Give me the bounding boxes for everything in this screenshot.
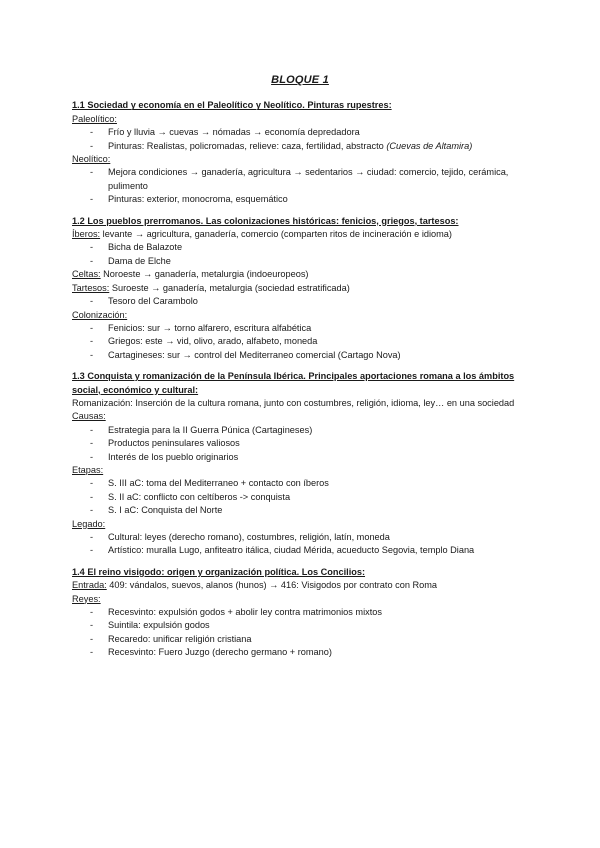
reyes-list [72, 606, 528, 660]
iberos-line [72, 228, 528, 241]
list-item: - Cartagineses: sur → control del Mediterraneo comercial (Cartago Nova) [72, 349, 528, 362]
list-item: - Dama de Elche [72, 255, 528, 268]
section-1-1 [72, 99, 528, 206]
section-heading: 1.3 Conquista y romanización de la Península Ibérica. Principales aportaciones romana a los ámbitos social, económico y cultural: [72, 371, 515, 395]
document-body [72, 74, 528, 660]
label-celtas: Celtas: [72, 269, 101, 280]
section-heading: 1.2 Los pueblos prerromanos. Las colonizaciones históricas: fenicios, griegos, tartesos: [72, 215, 459, 226]
etapas-list [72, 477, 528, 517]
subheading-causas: Causas: [72, 411, 106, 422]
list-item: - Cultural: leyes (derecho romano), costumbres, religión, latín, moneda [72, 531, 528, 544]
list-item: - Recesvinto: Fuero Juzgo (derecho germano + romano) [72, 646, 528, 659]
subheading-colonizacion: Colonización: [72, 309, 128, 320]
list-item: - Pinturas: exterior, monocroma, esquemático [72, 193, 528, 206]
subheading-legado: Legado: [72, 518, 106, 529]
subheading-etapas: Etapas: [72, 464, 104, 475]
italic-note: (Cuevas de Altamira) [386, 140, 473, 151]
section-heading: 1.4 El reino visigodo: origen y organización política. Los Concilios: [72, 566, 366, 577]
celtas-text: Noroeste → ganadería, metalurgia (indoeuropeos) [100, 269, 309, 280]
iberos-list [72, 241, 528, 268]
list-item: - Recesvinto: expulsión godos + abolir ley contra matrimonios mixtos [72, 606, 528, 619]
section-heading: 1.1 Sociedad y economía en el Paleolítico y Neolítico. Pinturas rupestres: [72, 100, 392, 111]
label-entrada: Entrada: [72, 580, 107, 591]
romanizacion-definition: Romanización: Inserción de la cultura romana, junto con costumbres, religión, idioma, ley… en una sociedad [72, 397, 515, 408]
subheading-reyes: Reyes: [72, 593, 101, 604]
list-item: - Recaredo: unificar religión cristiana [72, 633, 528, 646]
section-1-4 [72, 566, 528, 660]
paleolitico-list [72, 126, 528, 153]
list-item: - Productos peninsulares valiosos [72, 437, 528, 450]
list-item: - Estrategia para la II Guerra Púnica (Cartagineses) [72, 424, 528, 437]
list-item [72, 140, 528, 153]
list-item: - Mejora condiciones → ganadería, agricultura → sedentarios → ciudad: comercio, tejido, cerámica, pulimento [72, 166, 528, 193]
section-1-2 [72, 215, 528, 362]
tartesos-list [72, 295, 528, 308]
list-item: - Griegos: este → vid, olivo, arado, alfabeto, moneda [72, 335, 528, 348]
list-item: - Artístico: muralla Lugo, anfiteatro itálica, ciudad Mérida, acueducto Segovia, templo Diana [72, 544, 528, 557]
page-title: BLOQUE 1 [271, 74, 329, 86]
label-tartesos: Tartesos: [72, 282, 110, 293]
neolitico-list [72, 166, 528, 206]
list-item: - S. I aC: Conquista del Norte [72, 504, 528, 517]
legado-list [72, 531, 528, 558]
label-iberos: Íberos: [72, 229, 101, 240]
celtas-line [72, 268, 528, 281]
subheading-neolitico: Neolítico: [72, 154, 111, 165]
list-item: - Frío y lluvia → cuevas → nómadas → economía depredadora [72, 126, 528, 139]
list-item: - Fenicios: sur → torno alfarero, escritura alfabética [72, 322, 528, 335]
causas-list [72, 424, 528, 464]
colonizacion-list [72, 322, 528, 362]
list-item: - S. II aC: conflicto con celtíberos -> conquista [72, 491, 528, 504]
list-item: - Tesoro del Carambolo [72, 295, 528, 308]
entrada-text: 409: vándalos, suevos, alanos (hunos) → 416: Visigodos por contrato con Roma [106, 580, 437, 591]
entrada-line [72, 579, 528, 592]
list-item: - Interés de los pueblo originarios [72, 451, 528, 464]
list-item-text: Pinturas: Realistas, policromadas, relieve: caza, fertilidad, abstracto [108, 140, 387, 151]
list-item: - Bicha de Balazote [72, 241, 528, 254]
tartesos-text: Suroeste → ganadería, metalurgia (sociedad estratificada) [109, 282, 350, 293]
iberos-text: levante → agricultura, ganadería, comercio (comparten ritos de incineración e idioma) [100, 229, 452, 240]
section-1-3 [72, 370, 528, 558]
list-item: - S. III aC: toma del Mediterraneo + contacto con íberos [72, 477, 528, 490]
list-item: - Suintila: expulsión godos [72, 619, 528, 632]
subheading-paleolitico: Paleolítico: [72, 113, 117, 124]
tartesos-line [72, 282, 528, 295]
